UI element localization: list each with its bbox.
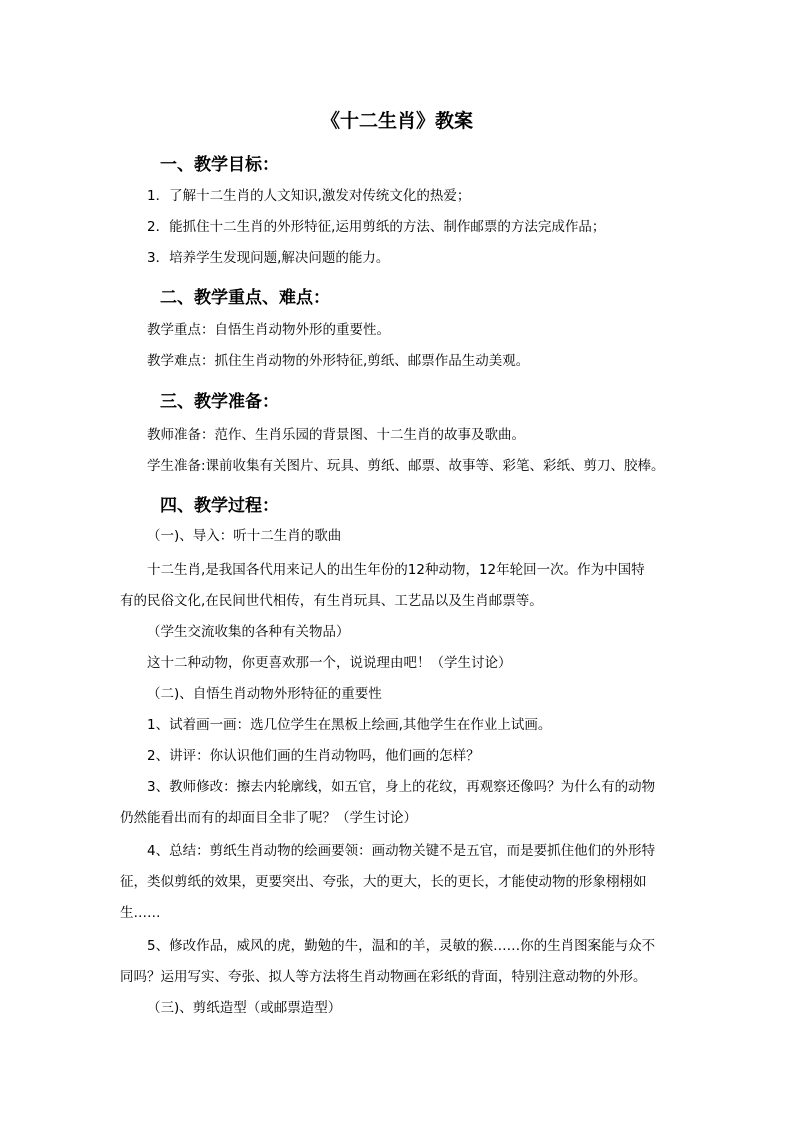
objective-item-3: 3．培养学生发现问题,解决问题的能力。	[147, 250, 390, 266]
process-paragraph-line: 4、总结：剪纸生肖动物的绘画要领：画动物关键不是五官，而是要抓住他们的外形特	[147, 843, 656, 859]
objective-item-1: 1．了解十二生肖的人文知识,激发对传统文化的热爱；	[147, 188, 471, 204]
key-point-item: 教学重点：自悟生肖动物外形的重要性。	[147, 322, 390, 338]
process-paragraph-line: 3、教师修改：擦去内轮廓线，如五官，身上的花纹，再观察还像吗？为什么有的动物	[147, 779, 656, 795]
section-heading-process: 四、教学过程：	[160, 496, 279, 516]
process-paragraph-line: 同吗？运用写实、夸张、拟人等方法将生肖动物画在彩纸的背面，特别注意动物的外形。	[120, 969, 647, 985]
process-paragraph-line: 征，类似剪纸的效果，更要突出、夸张，大的更大，长的更长，才能使动物的形象栩栩如	[120, 874, 647, 890]
difficult-point-item: 教学难点：抓住生肖动物的外形特征,剪纸、邮票作品生动美观。	[147, 353, 530, 369]
section-heading-preparation: 三、教学准备：	[160, 392, 279, 412]
document-title: 《十二生肖》教案	[320, 110, 473, 132]
process-paragraph-line: 1、试着画一画：选几位学生在黑板上绘画,其他学生在作业上试画。	[147, 717, 552, 733]
process-paragraph-line: （学生交流收集的各种有关物品）	[147, 624, 350, 640]
process-subheading-self-awareness: （二)、自悟生肖动物外形特征的重要性	[147, 686, 382, 702]
objective-item-2: 2．能抓住十二生肖的外形特征,运用剪纸的方法、制作邮票的方法完成作品；	[147, 219, 606, 235]
process-subheading-paper-cutting: （三)、剪纸造型（或邮票造型）	[147, 1000, 342, 1016]
process-paragraph-line: 生……	[120, 905, 161, 921]
process-paragraph-line: 这十二种动物，你更喜欢那一个，说说理由吧！（学生讨论）	[147, 655, 512, 671]
process-paragraph-line: 2、讲评：你认识他们画的生肖动物吗，他们画的怎样？	[147, 748, 480, 764]
process-paragraph-line: 有的民俗文化,在民间世代相传，有生肖玩具、工艺品以及生肖邮票等。	[120, 593, 543, 609]
process-paragraph-line: 5、修改作品，威风的虎，勤勉的牛，温和的羊，灵敏的猴……你的生肖图案能与众不	[147, 938, 656, 954]
process-paragraph-line: 十二生肖,是我国各代用来记人的出生年份的12种动物，12年轮回一次。作为中国特	[147, 562, 645, 578]
process-subheading-intro: （一)、导入：听十二生肖的歌曲	[147, 528, 342, 544]
section-heading-key-points: 二、教学重点、难点：	[160, 288, 330, 308]
teacher-preparation: 教师准备：范作、生肖乐园的背景图、十二生肖的故事及歌曲。	[147, 427, 525, 443]
student-preparation: 学生准备:课前收集有关图片、玩具、剪纸、邮票、故事等、彩笔、彩纸、剪刀、胶棒。	[147, 458, 665, 474]
section-heading-objectives: 一、教学目标：	[160, 155, 279, 175]
process-paragraph-line: 仍然能看出而有的却面目全非了呢？（学生讨论）	[120, 810, 417, 826]
